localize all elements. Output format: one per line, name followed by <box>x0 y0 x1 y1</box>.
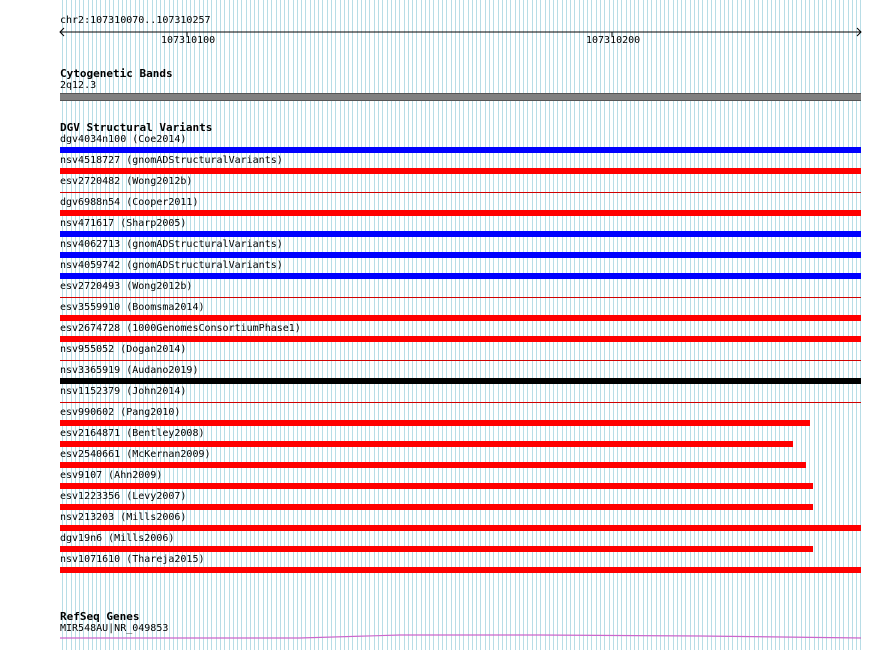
dgv-variant-bar[interactable] <box>60 147 861 153</box>
dgv-variant-label[interactable]: esv1223356 (Levy2007) <box>60 491 187 502</box>
dgv-variant-bar[interactable] <box>60 315 861 321</box>
dgv-variant-label[interactable]: nsv4518727 (gnomADStructuralVariants) <box>60 155 283 166</box>
ruler-tick-label-2: 107310200 <box>586 35 641 46</box>
cytoband-track-title[interactable]: Cytogenetic Bands <box>60 67 173 80</box>
dgv-variant-bar[interactable] <box>60 273 861 279</box>
dgv-variant-label[interactable]: nsv1071610 (Thareja2015) <box>60 554 205 565</box>
dgv-track-title[interactable]: DGV Structural Variants <box>60 121 213 134</box>
dgv-variant-label[interactable]: esv2540661 (McKernan2009) <box>60 449 211 460</box>
dgv-variant-bar[interactable] <box>60 441 793 447</box>
dgv-variant-bar[interactable] <box>60 168 861 174</box>
dgv-variant-bar[interactable] <box>60 336 861 342</box>
dgv-variant-bar[interactable] <box>60 546 813 552</box>
dgv-variant-label[interactable]: dgv6988n54 (Cooper2011) <box>60 197 199 208</box>
dgv-variant-bar[interactable] <box>60 231 861 237</box>
dgv-variant-label[interactable]: esv2164871 (Bentley2008) <box>60 428 205 439</box>
dgv-variant-label[interactable]: esv9107 (Ahn2009) <box>60 470 163 481</box>
ruler-tick-label-1: 107310100 <box>161 35 216 46</box>
dgv-variant-label[interactable]: esv2720493 (Wong2012b) <box>60 281 193 292</box>
dgv-variant-label[interactable]: nsv3365919 (Audano2019) <box>60 365 199 376</box>
dgv-variant-bar[interactable] <box>60 210 861 216</box>
dgv-variant-bar[interactable] <box>60 297 861 298</box>
dgv-variant-label[interactable]: nsv955052 (Dogan2014) <box>60 344 187 355</box>
refseq-gene-feature[interactable] <box>0 632 890 642</box>
dgv-variant-label[interactable]: esv2720482 (Wong2012b) <box>60 176 193 187</box>
dgv-variant-bar[interactable] <box>60 504 813 510</box>
refseq-gene-label: MIR548AU|NR_049853 <box>60 623 169 634</box>
dgv-variant-bar[interactable] <box>60 192 861 193</box>
dgv-variant-bar[interactable] <box>60 378 861 384</box>
dgv-variant-bar[interactable] <box>60 483 813 489</box>
dgv-variant-label[interactable]: nsv213203 (Mills2006) <box>60 512 187 523</box>
dgv-variant-bar[interactable] <box>60 525 861 531</box>
refseq-track-title[interactable]: RefSeq Genes <box>60 610 140 623</box>
dgv-variant-label[interactable]: esv990602 (Pang2010) <box>60 407 181 418</box>
dgv-variant-bar[interactable] <box>60 462 806 468</box>
dgv-variant-bar[interactable] <box>60 567 861 573</box>
cytoband-band-bar[interactable] <box>60 93 861 101</box>
dgv-variant-label[interactable]: esv2674728 (1000GenomesConsortiumPhase1) <box>60 323 301 334</box>
dgv-variant-label[interactable]: nsv471617 (Sharp2005) <box>60 218 187 229</box>
dgv-variant-label[interactable]: esv3559910 (Boomsma2014) <box>60 302 205 313</box>
region-label: chr2:107310070..107310257 <box>60 15 211 26</box>
cytoband-band-label: 2q12.3 <box>60 80 97 91</box>
dgv-variant-label[interactable]: nsv4062713 (gnomADStructuralVariants) <box>60 239 283 250</box>
dgv-variant-bar[interactable] <box>60 402 861 403</box>
dgv-variant-bar[interactable] <box>60 420 810 426</box>
ruler-axis[interactable] <box>0 26 890 40</box>
dgv-variant-label[interactable]: dgv19n6 (Mills2006) <box>60 533 175 544</box>
dgv-variant-label[interactable]: nsv1152379 (John2014) <box>60 386 187 397</box>
dgv-variant-label[interactable]: nsv4059742 (gnomADStructuralVariants) <box>60 260 283 271</box>
dgv-variant-label[interactable]: dgv4034n100 (Coe2014) <box>60 134 187 145</box>
dgv-variant-bar[interactable] <box>60 252 861 258</box>
dgv-variant-bar[interactable] <box>60 360 861 361</box>
refseq-gene-line <box>60 635 861 638</box>
